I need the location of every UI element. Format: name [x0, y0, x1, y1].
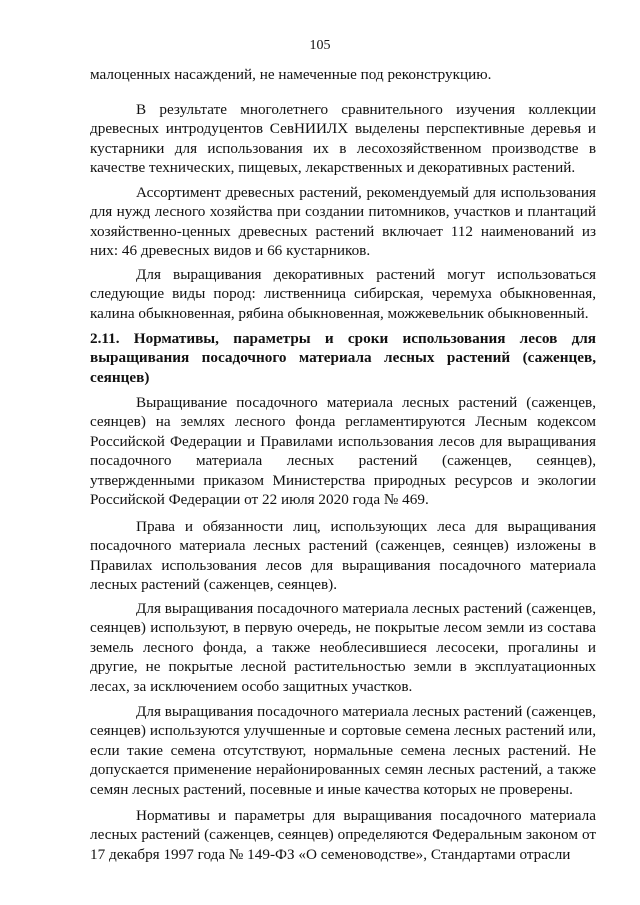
paragraph-introducents: В результате многолетнего сравнительного изучения коллекции древесных интродуцентов СевНИИЛХ выделены перспективные деревья и кустарники для использования их в лесохозяйственном производстве в качестве технических, пищевых, лекарственных и декоративных растений. — [90, 101, 596, 177]
paragraph-decorative-plants: Для выращивания декоративных растений могут использоваться следующие виды пород: лиственница сибирская, черемуха обыкновенная, калина обыкновенная, рябина обыкновенная, можжевельник обыкновенный. — [90, 266, 596, 322]
paragraph-norms: Нормативы и параметры для выращивания посадочного материала лесных растений (саженцев, сеянцев) определяются Федеральным законом от 17 декабря 1997 года № 149-ФЗ «О семеноводстве», Стандартами отрасли — [90, 807, 596, 863]
paragraph-seeds: Для выращивания посадочного материала лесных растений (саженцев, сеянцев) используются улучшенные и сортовые семена лесных растений или, если такие семена отсутствуют, нормальные семена лесных растений. Не допускается применение нерайонированных семян лесных растений, а также семян лесных растений, посевные и иные качества которых не проверены. — [90, 703, 596, 798]
paragraph-rights-duties: Права и обязанности лиц, использующих леса для выращивания посадочного материала лесных растений (саженцев, сеянцев) изложены в Правилах использования лесов для выращивания посадочного материала лесных растений (саженцев, сеянцев). — [90, 518, 596, 594]
paragraph-legal-basis: Выращивание посадочного материала лесных растений (саженцев, сеянцев) на землях лесного фонда регламентируются Лесным кодексом Российской Федерации и Правилами использования лесов для выращивания посадочного материала лесных растений (саженцев, сеянцев), утвержденными приказом Министерства природных ресурсов и экологии Российской Федерации от 22 июля 2020 года № 469. — [90, 394, 596, 509]
paragraph-assortment: Ассортимент древесных растений, рекомендуемый для использования для нужд лесного хозяйства при создании питомников, участков и плантаций хозяйственно-ценных древесных растений включает 112 наименований из них: 46 древесных видов и 66 кустарников. — [90, 184, 596, 260]
paragraph-continuation: малоценных насаждений, не намеченные под реконструкцию. — [90, 66, 492, 83]
page-number: 105 — [309, 38, 331, 53]
paragraph-lands-used: Для выращивания посадочного материала лесных растений (саженцев, сеянцев) используют, в первую очередь, не покрытые лесом земли из состава земель лесного фонда, а также необлесившиеся лесосеки, прогалины и другие, не покрытые лесной растительностью земли в эксплуатационных лесах, за исключением особо защитных участков. — [90, 600, 596, 695]
section-heading-2-11: 2.11. Нормативы, параметры и сроки использования лесов для выращивания посадочного материала лесных растений (саженцев, сеянцев) — [90, 330, 596, 386]
